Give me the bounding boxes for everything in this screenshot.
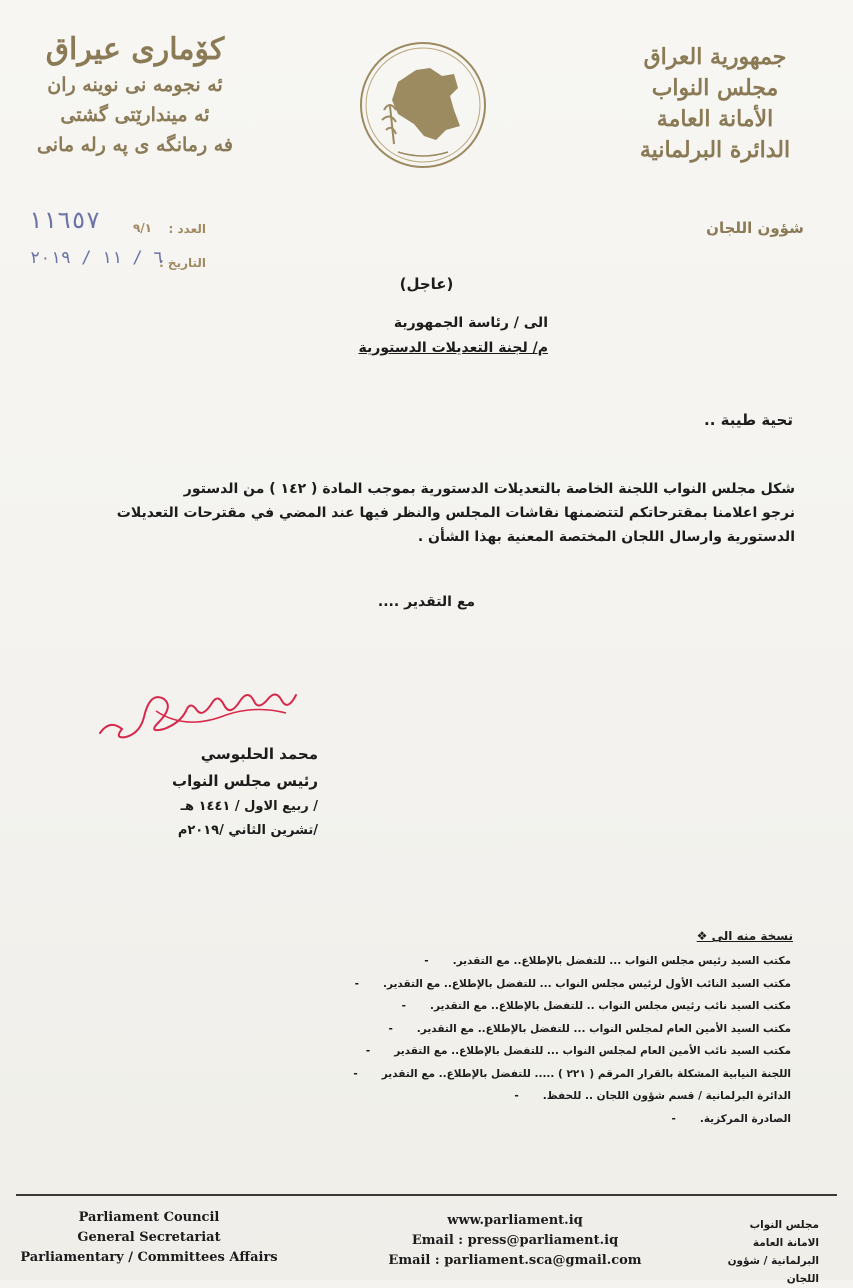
footer-english bbox=[14, 1208, 284, 1268]
recipient-line: الى / رئاسة الجمهورية bbox=[393, 315, 548, 331]
footer-line: Parliamentary / Committees Affairs bbox=[20, 1250, 278, 1265]
letterhead-kurdish bbox=[30, 30, 240, 160]
footer-line: البرلمانية / شؤون اللجان bbox=[727, 1255, 819, 1285]
handwritten-date: ٦ / ١١ / ٢٠١٩ bbox=[30, 248, 164, 268]
closing-phrase: مع التقدير .... bbox=[377, 594, 476, 610]
letterhead-arabic bbox=[615, 42, 815, 166]
copies-title-text: نسخة منه الى bbox=[711, 929, 793, 943]
gregorian-date: /تشرين الثاني /٢٠١٩م bbox=[177, 823, 318, 838]
handwritten-number: ١١٦٥٧ bbox=[28, 206, 101, 234]
signer-title: رئيس مجلس النواب bbox=[172, 772, 318, 790]
list-item: اللجنة النيابية المشكلة بالقرار المرقم ( ٢٢١ ) ..... للتفضل بالإطلاع.. مع التقدير - bbox=[321, 1063, 791, 1086]
website-link[interactable]: www.parliament.iq bbox=[447, 1213, 583, 1228]
letterhead-line: كۆماری عیراق bbox=[45, 32, 225, 67]
number-label: العدد : bbox=[168, 222, 206, 236]
list-item: الدائرة البرلمانية / قسم شؤون اللجان .. للحفظ. - bbox=[321, 1085, 791, 1108]
signer-name: محمد الحلبوسي bbox=[200, 745, 318, 763]
list-item: مكتب السيد رئيس مجلس النواب ... للتفضل بالإطلاع.. مع التقدير. - bbox=[321, 950, 791, 973]
body-line: نرجو اعلامنا بمقترحاتكم لتتضمنها نقاشات المجلس والنظر فيها عند المضي في مقترحات التعديلات bbox=[116, 505, 795, 521]
body-line: الدستورية وارسال اللجان المختصة المعنية بهذا الشأن . bbox=[417, 529, 795, 545]
letter-body bbox=[105, 477, 795, 549]
footer-line: Parliament Council bbox=[78, 1210, 220, 1225]
list-item: مكتب السيد نائب الأمين العام لمجلس النواب ... للتفضل بالإطلاع.. مع التقدير - bbox=[321, 1040, 791, 1063]
number-prefix: ٩/١ bbox=[132, 221, 152, 235]
list-item: مكتب السيد نائب رئيس مجلس النواب .. للتفضل بالإطلاع.. مع التقدير. - bbox=[321, 995, 791, 1018]
diamond-bullet-icon: ❖ bbox=[696, 929, 708, 943]
letterhead-line: فه رمانگه ی په رله مانی bbox=[36, 134, 234, 156]
date-label: التاريخ : bbox=[158, 256, 206, 270]
press-email-link[interactable]: Email : press@parliament.iq bbox=[411, 1233, 619, 1248]
letterhead-line: ئه میندارێتی گشتی bbox=[60, 104, 210, 126]
letterhead-line: ئه نجومه نی نوینه ران bbox=[47, 74, 223, 96]
letterhead-line: الأمانة العامة bbox=[656, 106, 774, 132]
handwritten-signature bbox=[96, 675, 326, 755]
letterhead-line: جمهورية العراق bbox=[643, 44, 787, 70]
footer-line: الامانة العامة bbox=[752, 1237, 819, 1249]
letterhead-line: مجلس النواب bbox=[651, 75, 779, 101]
footer-line: General Secretariat bbox=[77, 1230, 221, 1245]
reference-block bbox=[22, 206, 212, 276]
copies-list bbox=[321, 950, 791, 1130]
parliament-seal-logo bbox=[358, 40, 488, 170]
greeting: تحية طيبة .. bbox=[704, 411, 793, 429]
footer-line: مجلس النواب bbox=[749, 1219, 819, 1231]
list-item: مكتب السيد الأمين العام لمجلس النواب ... للتفضل بالإطلاع.. مع التقدير. - bbox=[321, 1018, 791, 1041]
list-item: الصادرة المركزية. - bbox=[321, 1108, 791, 1131]
subject-line: م/ لجنة التعديلات الدستورية bbox=[358, 340, 548, 356]
footer-arabic bbox=[699, 1216, 819, 1288]
committees-email-link[interactable]: Email : parliament.sca@gmail.com bbox=[388, 1253, 642, 1268]
letterhead-line: الدائرة البرلمانية bbox=[639, 137, 791, 163]
committee-affairs-label: شؤون اللجان bbox=[706, 219, 804, 237]
list-item: مكتب السيد النائب الأول لرئيس مجلس النواب ... للتفضل بالإطلاع.. مع التقدير. - bbox=[321, 973, 791, 996]
body-line: شكل مجلس النواب اللجنة الخاصة بالتعديلات الدستورية بموجب المادة ( ١٤٢ ) من الدستور bbox=[183, 481, 795, 497]
footer-divider bbox=[16, 1194, 837, 1196]
hijri-date: / ربيع الاول / ١٤٤١ هـ bbox=[180, 799, 318, 814]
footer-contacts bbox=[350, 1211, 680, 1271]
urgent-marker: (عاجل) bbox=[399, 275, 454, 293]
copies-title bbox=[697, 929, 793, 943]
